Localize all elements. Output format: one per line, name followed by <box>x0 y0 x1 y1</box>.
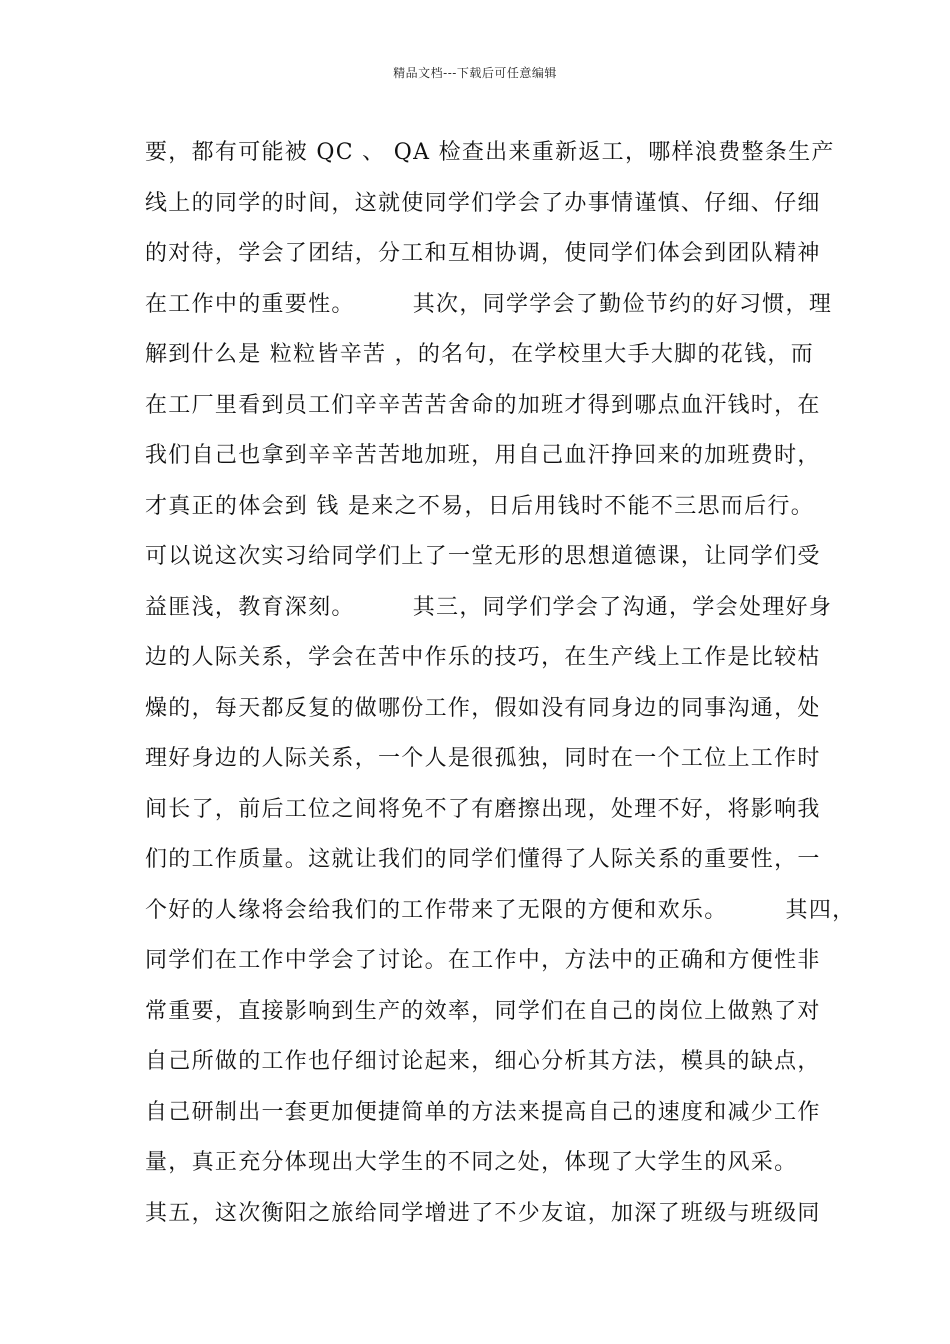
text-line: 要，都有可能被 QC 、 QA 检查出来重新返工，哪样浪费整条生产 <box>145 140 835 165</box>
text-line: 理好身边的人际关系，一个人是很孤独，同时在一个工位上工作时 <box>145 746 821 771</box>
text-line: 线上的同学的时间，这就使同学们学会了办事情谨慎、仔细、仔细 <box>145 190 821 216</box>
body-text <box>145 128 856 1239</box>
text-line: 我们自己也拿到辛辛苦苦地加班，用自己血汗挣回来的加班费时， <box>145 443 821 468</box>
text-line: 边的人际关系，学会在苦中作乐的技巧，在生产线上工作是比较枯 <box>145 645 821 670</box>
text-line: 量，真正充分体现出大学生的不同之处，体现了大学生的风采。 <box>145 1150 798 1175</box>
text-line: 才真正的体会到 钱 是来之不易，日后用钱时不能不三思而后行。 <box>145 493 814 519</box>
text-line: 解到什么是 粒粒皆辛苦 ，的名句，在学校里大手大脚的花钱，而 <box>145 342 814 367</box>
text-line: 益匪浅，教育深刻。 其三，同学们学会了沟通，学会处理好身 <box>145 594 833 620</box>
page-header: 精品文档---下载后可任意编辑 <box>393 66 557 80</box>
text-line: 个好的人缘将会给我们的工作带来了无限的方便和欢乐。 其四， <box>145 897 856 923</box>
text-line: 燥的，每天都反复的做哪份工作，假如没有同身边的同事沟通，处 <box>145 695 821 721</box>
text-line: 在工作中的重要性。 其次，同学学会了勤俭节约的好习惯，理 <box>145 291 833 317</box>
text-line: 常重要，直接影响到生产的效率，同学们在自己的岗位上做熟了对 <box>145 998 821 1024</box>
text-line: 其五，这次衡阳之旅给同学增进了不少友谊，加深了班级与班级同 <box>145 1200 821 1226</box>
text-line: 同学们在工作中学会了讨论。在工作中，方法中的正确和方便性非 <box>145 948 821 973</box>
text-line: 们的工作质量。这就让我们的同学们懂得了人际关系的重要性，一 <box>145 847 821 872</box>
text-line: 的对待，学会了团结，分工和互相协调，使同学们体会到团队精神 <box>145 241 821 266</box>
text-line: 自己研制出一套更加便捷简单的方法来提高自己的速度和减少工作 <box>145 1099 821 1125</box>
text-line: 自己所做的工作也仔细讨论起来，细心分析其方法，模具的缺点， <box>145 1049 821 1074</box>
text-line: 在工厂里看到员工们辛辛苦苦舍命的加班才得到哪点血汗钱时，在 <box>145 392 821 418</box>
text-line: 间长了，前后工位之间将免不了有磨擦出现，处理不好，将影响我 <box>145 796 821 822</box>
text-line: 可以说这次实习给同学们上了一堂无形的思想道德课，让同学们受 <box>145 544 821 569</box>
